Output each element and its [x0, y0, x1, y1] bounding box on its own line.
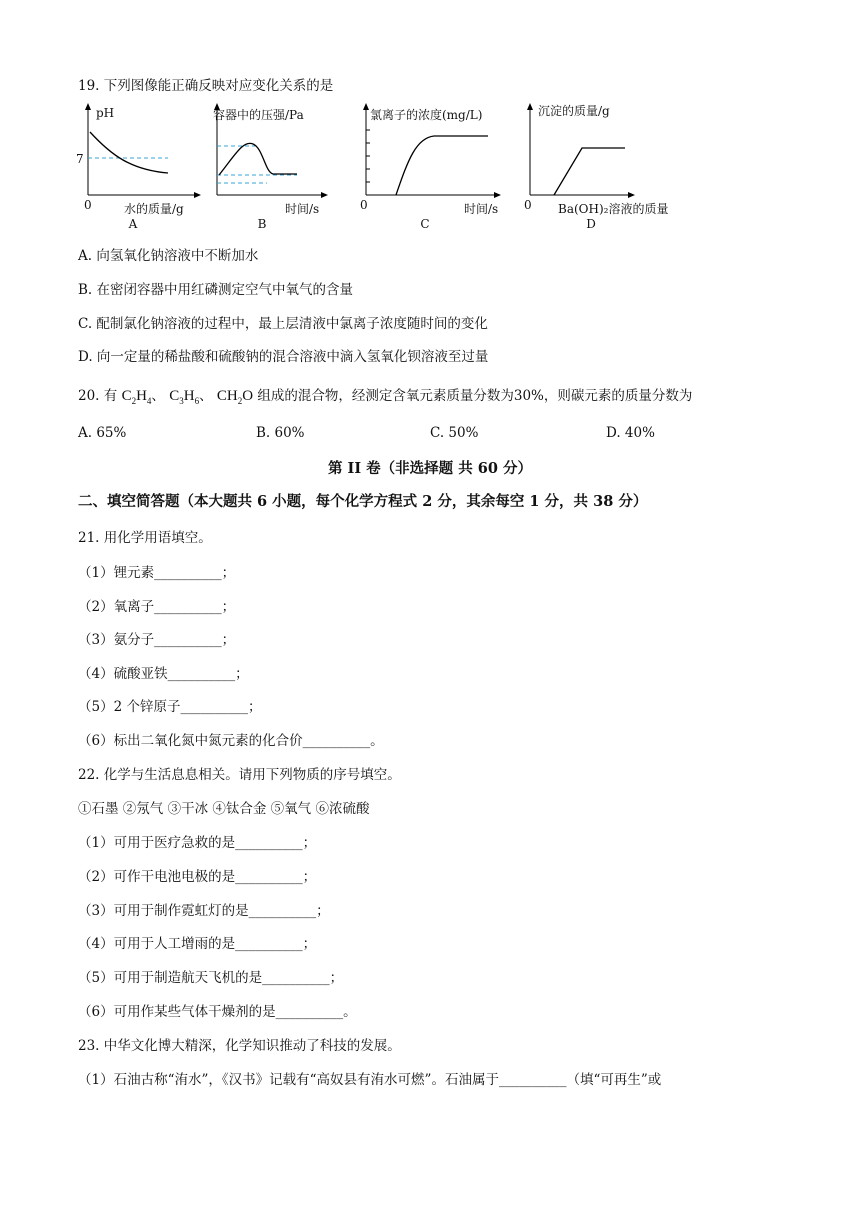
graph-d-ylabel: 沉淀的质量/g: [538, 104, 610, 118]
q22-item-3: （3）可用于制作霓虹灯的是__________；: [78, 903, 330, 919]
graph-b-xlabel: 时间/s: [285, 202, 320, 216]
q21-stem: 21. 用化学用语填空。: [78, 530, 212, 546]
q19-stem: 19. 下列图像能正确反映对应变化关系的是: [78, 78, 334, 94]
q22-item-1: （1）可用于医疗急救的是__________；: [78, 835, 317, 851]
q20-num: 20. 有: [78, 388, 118, 404]
q22-item-4: （4）可用于人工增雨的是__________；: [78, 936, 317, 952]
formula-c2h4: $C_2H_4$: [121, 388, 152, 406]
graph-c: [356, 100, 506, 235]
graph-c-letter: C: [420, 217, 430, 231]
q19-option-b: B. 在密闭容器中用红磷测定空气中氧气的含量: [78, 282, 354, 298]
q21-item-2: （2）氧离子__________；: [78, 599, 236, 615]
q21-item-5: （5）2 个锌原子__________；: [78, 699, 262, 715]
q22-item-5: （5）可用于制造航天飞机的是__________；: [78, 970, 344, 986]
part2-title: 第 II 卷（非选择题 共 60 分）: [328, 460, 532, 477]
graph-a-origin: 0: [84, 198, 92, 212]
q23-item-1: （1）石油古称“洧水”，《汉书》记载有“高奴县有洧水可燃”。石油属于__________（填“可再生”或: [78, 1072, 662, 1088]
q20-option-d: D. 40%: [606, 425, 655, 441]
q20-option-a: A. 65%: [78, 425, 127, 441]
q19-option-a: A. 向氢氧化钠溶液中不断加水: [78, 248, 259, 264]
graph-b-ylabel: 容器中的压强/Pa: [213, 108, 304, 122]
q20-option-c: C. 50%: [430, 425, 479, 441]
formula-ch2o: $CH_2O$: [216, 388, 254, 406]
graph-b: [205, 100, 335, 235]
q21-item-6: （6）标出二氧化氮中氮元素的化合价__________。: [78, 733, 384, 749]
q19-option-d: D. 向一定量的稀盐酸和硫酸钠的混合溶液中滴入氢氧化钡溶液至过量: [78, 349, 489, 365]
q22-item-6: （6）可用作某些气体干燥剂的是__________。: [78, 1004, 357, 1020]
q22-stem: 22. 化学与生活息息相关。请用下列物质的序号填空。: [78, 767, 401, 783]
q23-stem: 23. 中华文化博大精深，化学知识推动了科技的发展。: [78, 1038, 401, 1054]
graph-d: [520, 100, 680, 235]
formula-c3h6: $C_3H_6$: [169, 388, 200, 406]
q22-item-2: （2）可作干电池电极的是__________；: [78, 869, 317, 885]
graph-d-letter: D: [586, 217, 596, 231]
graph-d-xlabel: Ba(OH)₂溶液的质量: [558, 202, 669, 216]
graph-a-xlabel: 水的质量/g: [124, 202, 184, 216]
section2-title: 二、填空简答题（本大题共 6 小题，每个化学方程式 2 分，其余每空 1 分，共 38 分）: [78, 493, 648, 510]
graph-b-letter: B: [257, 217, 267, 231]
q21-item-4: （4）硫酸亚铁__________；: [78, 666, 249, 682]
q20-rest: 组成的混合物，经测定含氧元素质量分数为30%，则碳元素的质量分数为: [257, 388, 693, 404]
q22-choices: ①石墨 ②氖气 ③干冰 ④钛合金 ⑤氧气 ⑥浓硫酸: [78, 801, 370, 817]
graph-a-ytick: 7: [76, 152, 84, 166]
q21-item-3: （3）氨分子__________；: [78, 632, 236, 648]
q19-option-c: C. 配制氯化钠溶液的过程中，最上层清液中氯离子浓度随时间的变化: [78, 316, 488, 332]
graph-c-ylabel: 氯离子的浓度(mg/L): [370, 108, 483, 122]
graph-c-xlabel: 时间/s: [464, 202, 499, 216]
graph-c-origin: 0: [360, 198, 368, 212]
graph-d-origin: 0: [524, 198, 532, 212]
q21-item-1: （1）锂元素__________；: [78, 565, 236, 581]
graph-a-letter: A: [128, 217, 138, 231]
q20-stem: 20. 有 $C_2H_4$、 $C_3H_6$、 $CH_2O$ 组成的混合物，经测定含氧元素质量分数为30%，则碳元素的质量分数为: [78, 388, 693, 406]
graph-a-ylabel: pH: [96, 106, 115, 120]
graph-a: [76, 100, 206, 235]
q20-option-b: B. 60%: [256, 425, 305, 441]
